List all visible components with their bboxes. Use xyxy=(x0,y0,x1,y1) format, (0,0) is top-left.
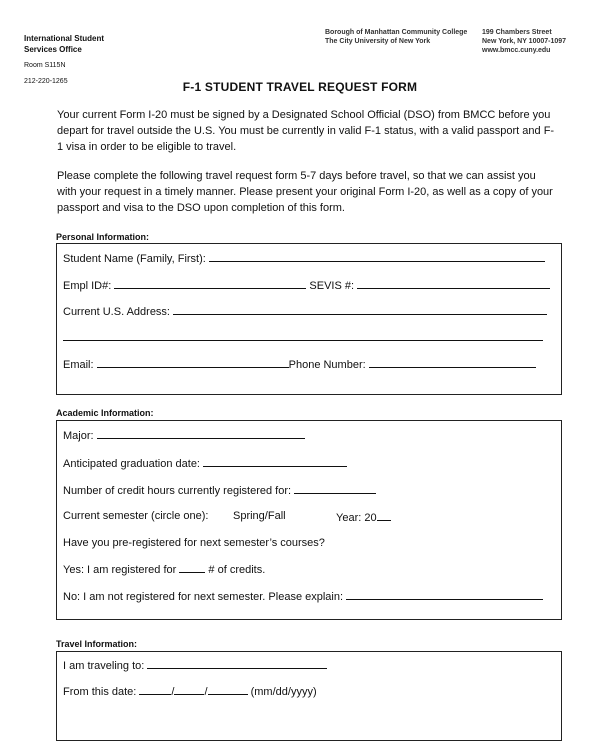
college-line-2: The City University of New York xyxy=(325,38,431,45)
major-label: Major: xyxy=(63,430,97,442)
destination-field[interactable] xyxy=(147,658,327,669)
spring-fall-option[interactable]: Spring/Fall xyxy=(233,510,286,522)
office-line-1: International Student xyxy=(24,34,104,43)
phone-label: Phone Number: xyxy=(288,359,369,371)
semester-label: Current semester (circle one): xyxy=(63,510,209,522)
travel-info-box xyxy=(56,651,562,741)
traveling-to-label: I am traveling to: xyxy=(63,660,148,672)
form-title: F-1 STUDENT TRAVEL REQUEST FORM xyxy=(182,80,418,94)
address-row-2 xyxy=(63,330,543,344)
from-date-label: From this date: xyxy=(63,686,140,698)
address-field[interactable] xyxy=(173,304,547,315)
college-line-1: Borough of Manhattan Community College xyxy=(325,29,468,36)
student-name-row xyxy=(63,251,545,265)
date-format-hint: (mm/dd/yyyy) xyxy=(247,686,317,698)
preregistered-question: Have you pre-registered for next semester’s courses? xyxy=(63,537,325,549)
sevis-field[interactable] xyxy=(357,278,550,289)
intro-paragraph-2: Please complete the following travel request form 5-7 days before travel, so that we can assist you with your request in a timely manner. Please present your original Form I-20, as well as a copy of your passport and visa to the DSO upon completion of this form. xyxy=(57,170,553,214)
empl-id-label: Empl ID#: xyxy=(63,280,115,292)
yes-label: Yes: I am registered for xyxy=(63,564,180,576)
year-group xyxy=(336,510,391,524)
student-name-field[interactable] xyxy=(209,251,545,262)
credit-hours-row xyxy=(63,483,376,497)
sevis-label: SEVIS #: xyxy=(306,280,358,292)
credits-registered-field[interactable] xyxy=(179,562,205,573)
from-date-row: From this date: / / (mm/dd/yyyy) xyxy=(63,686,317,698)
contact-row xyxy=(63,357,536,371)
grad-date-row xyxy=(63,456,347,470)
major-field[interactable] xyxy=(97,428,305,439)
intro-paragraph-1: Your current Form I-20 must be signed by a Designated School Official (DSO) from BMCC before you depart for travel outside the U.S. You must be currently in valid F-1 status, with a valid passport and F-1 visa in order to be eligible to travel. xyxy=(57,109,555,153)
traveling-to-row xyxy=(63,658,327,672)
address-line-3: www.bmcc.cuny.edu xyxy=(482,47,551,54)
email-label: Email: xyxy=(63,359,97,371)
year-label: Year: 20 xyxy=(336,512,377,524)
from-year-field[interactable] xyxy=(208,684,248,695)
year-field[interactable] xyxy=(377,510,391,521)
office-info xyxy=(24,33,104,87)
yes-row xyxy=(63,562,265,576)
yes-suffix: # of credits. xyxy=(205,564,266,576)
grad-date-label: Anticipated graduation date: xyxy=(63,458,204,470)
from-day-field[interactable] xyxy=(174,684,204,695)
credit-hours-field[interactable] xyxy=(294,483,376,494)
student-name-label: Student Name (Family, First): xyxy=(63,253,209,265)
grad-date-field[interactable] xyxy=(203,456,347,467)
semester-row xyxy=(63,510,377,524)
email-field[interactable] xyxy=(97,357,289,368)
address-line-2: New York, NY 10007-1097 xyxy=(482,38,567,45)
empl-id-field[interactable] xyxy=(114,278,306,289)
academic-info-heading: Academic Information: xyxy=(56,408,154,418)
address-line-1: 199 Chambers Street xyxy=(482,29,552,36)
header-crop xyxy=(320,22,600,28)
address-row xyxy=(63,304,547,318)
office-room: Room S115N xyxy=(24,62,66,69)
personal-info-box xyxy=(56,243,562,395)
college-info xyxy=(325,28,467,46)
preregistered-row xyxy=(63,537,325,549)
office-line-2: Services Office xyxy=(24,45,82,54)
college-address xyxy=(482,28,566,55)
id-row xyxy=(63,278,550,292)
address-field-2[interactable] xyxy=(63,330,543,341)
phone-field[interactable] xyxy=(369,357,536,368)
credit-hours-label: Number of credit hours currently registered for: xyxy=(63,485,295,497)
explanation-field[interactable] xyxy=(346,589,543,600)
no-row xyxy=(63,589,543,603)
major-row xyxy=(63,428,305,442)
no-label: No: I am not registered for next semester. Please explain: xyxy=(63,591,347,603)
personal-info-heading: Personal Information: xyxy=(56,232,150,242)
address-label: Current U.S. Address: xyxy=(63,306,174,318)
office-phone: 212-220-1265 xyxy=(24,78,68,85)
academic-info-box xyxy=(56,420,562,620)
travel-info-heading: Travel Information: xyxy=(56,639,138,649)
from-month-field[interactable] xyxy=(139,684,171,695)
